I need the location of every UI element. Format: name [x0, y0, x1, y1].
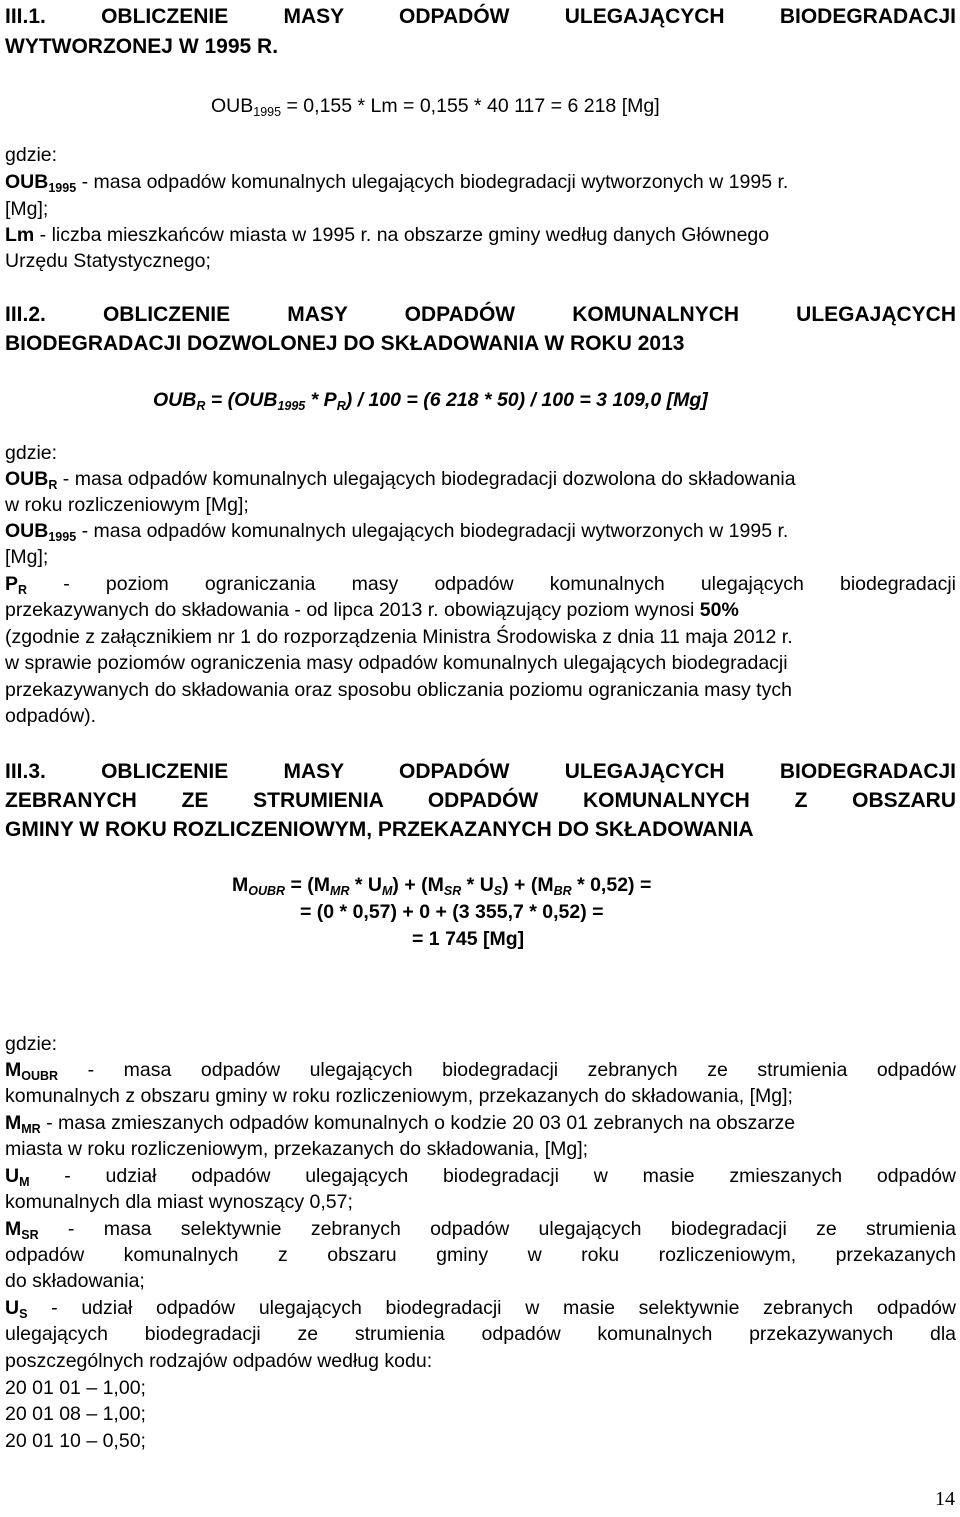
section-3-def-mmr-line-1: $M_{MR}$ - masa zmieszanych odpadów komunalnych o kodzie 20 03 01 zebranych na obszarze — [5, 1112, 796, 1136]
section-3-formula-line-3: = 1 745 [Mg] — [412, 928, 525, 950]
section-1-def-lm: Lm - liczba mieszkańców miasta w 1995 r. na obszarze gminy według danych Głównego — [5, 224, 770, 246]
section-3-def-us-line-2: ulegających biodegradacji ze strumienia odpadów komunalnych przekazywanych dla — [5, 1323, 956, 1345]
section-3-formula-line-1: $M_{OUBR} = (M_{MR} * U_M) + (M_{SR} * U_S) + (M_{BR} * 0,52)$ = — [232, 874, 652, 898]
section-1-def-oub1995: $OUB_{1995}$ - masa odpadów komunalnych ulegających biodegradacji wytworzonych w 1995 r. — [5, 171, 789, 195]
section-3-def-moubr-line-2: komunalnych z obszaru gminy w roku rozliczeniowym, przekazanych do składowania, [Mg]; — [5, 1085, 793, 1107]
section-2-def-oub1995-cont: [Mg]; — [5, 546, 49, 568]
waste-code-item: 20 01 01 – 1,00; — [5, 1377, 146, 1399]
section-2-def-pr-line-4: w sprawie poziomów ograniczenia masy odpadów komunalnych ulegających biodegradacji — [5, 652, 788, 674]
section-3-title-line-2: ZEBRANYCH ZE STRUMIENIA ODPADÓW KOMUNALNYCH Z OBSZARU — [5, 789, 956, 812]
section-3-def-us-line-1: $U_S$ - udział odpadów ulegających biodegradacji w masie selektywnie zebranych odpadów — [5, 1297, 956, 1321]
section-3-def-um-line-1: $U_M$ - udział odpadów ulegających biodegradacji w masie zmieszanych odpadów — [5, 1165, 956, 1189]
section-1-gdzie: gdzie: — [5, 144, 58, 166]
section-3-def-moubr-line-1: $M_{OUBR}$ - masa odpadów ulegających biodegradacji zebranych ze strumienia odpadów — [5, 1059, 956, 1083]
section-2-def-oubr-cont: w roku rozliczeniowym [Mg]; — [5, 494, 249, 516]
section-1-title-line-1: III.1. OBLICZENIE MASY ODPADÓW ULEGAJĄCYCH BIODEGRADACJI — [5, 5, 956, 28]
section-2-gdzie: gdzie: — [5, 442, 58, 464]
section-3-formula-line-2: = (0 * 0,57) + 0 + (3 355,7 * 0,52) = — [300, 901, 604, 923]
section-2-def-oub1995: $OUB_{1995}$ - masa odpadów komunalnych ulegających biodegradacji wytworzonych w 1995 r. — [5, 520, 789, 544]
section-1-formula: $OUB_{1995} = 0,155 * Lm = 0,155 * 40$ 117 = 6 218 [Mg] — [211, 95, 660, 119]
section-2-def-pr-line-1: $P_R$ - poziom ograniczania masy odpadów komunalnych ulegających biodegradacji — [5, 573, 956, 597]
section-1-def-lm-cont: Urzędu Statystycznego; — [5, 250, 211, 272]
section-3-def-msr-line-1: $M_{SR}$ - masa selektywnie zebranych odpadów ulegających biodegradacji ze strumienia — [5, 1218, 956, 1242]
section-3-def-us-line-3: poszczególnych rodzajów odpadów według kodu: — [5, 1350, 433, 1372]
section-2-formula: $OUB_R = (OUB_{1995} * P_R) / 100 = (6$ 218 * 50) / 100 = 3 109,0 [Mg] — [153, 389, 708, 413]
section-3-def-msr-line-2: odpadów komunalnych z obszaru gminy w roku rozliczeniowym, przekazanych — [5, 1244, 956, 1266]
waste-code-item: 20 01 10 – 0,50; — [5, 1430, 146, 1452]
section-2-def-oubr: $OUB_R$ - masa odpadów komunalnych ulegających biodegradacji dozwolona do składowania — [5, 468, 796, 492]
section-2-def-pr-line-5: przekazywanych do składowania oraz sposobu obliczania poziomu ograniczania masy tych — [5, 679, 792, 701]
section-3-def-mmr-line-2: miasta w roku rozliczeniowym, przekazanych do składowania, [Mg]; — [5, 1138, 589, 1160]
page-number: 14 — [935, 1488, 955, 1510]
section-3-gdzie: gdzie: — [5, 1033, 58, 1055]
section-3-def-msr-line-3: do składowania; — [5, 1270, 145, 1292]
section-1-def-oub1995-cont: [Mg]; — [5, 198, 49, 220]
section-2-def-pr-line-2: przekazywanych do składowania - od lipca 2013 r. obowiązujący poziom wynosi 50% — [5, 599, 739, 621]
section-3-title-line-1: III.3. OBLICZENIE MASY ODPADÓW ULEGAJĄCYCH BIODEGRADACJI — [5, 760, 956, 783]
section-2-title-line-1: III.2. OBLICZENIE MASY ODPADÓW KOMUNALNYCH ULEGAJĄCYCH — [5, 303, 956, 326]
section-1-title-line-2: WYTWORZONEJ W 1995 R. — [5, 35, 279, 58]
section-2-title-line-2: BIODEGRADACJI DOZWOLONEJ DO SKŁADOWANIA W ROKU 2013 — [5, 332, 685, 355]
section-2-def-pr-line-6: odpadów). — [5, 705, 97, 727]
section-3-title-line-3: GMINY W ROKU ROZLICZENIOWYM, PRZEKAZANYCH DO SKŁADOWANIA — [5, 818, 754, 841]
section-3-def-um-line-2: komunalnych dla miast wynoszący 0,57; — [5, 1191, 353, 1213]
section-2-def-pr-line-3: (zgodnie z załącznikiem nr 1 do rozporządzenia Ministra Środowiska z dnia 11 maja 2012 r. — [5, 626, 793, 648]
waste-code-item: 20 01 08 – 1,00; — [5, 1403, 146, 1425]
